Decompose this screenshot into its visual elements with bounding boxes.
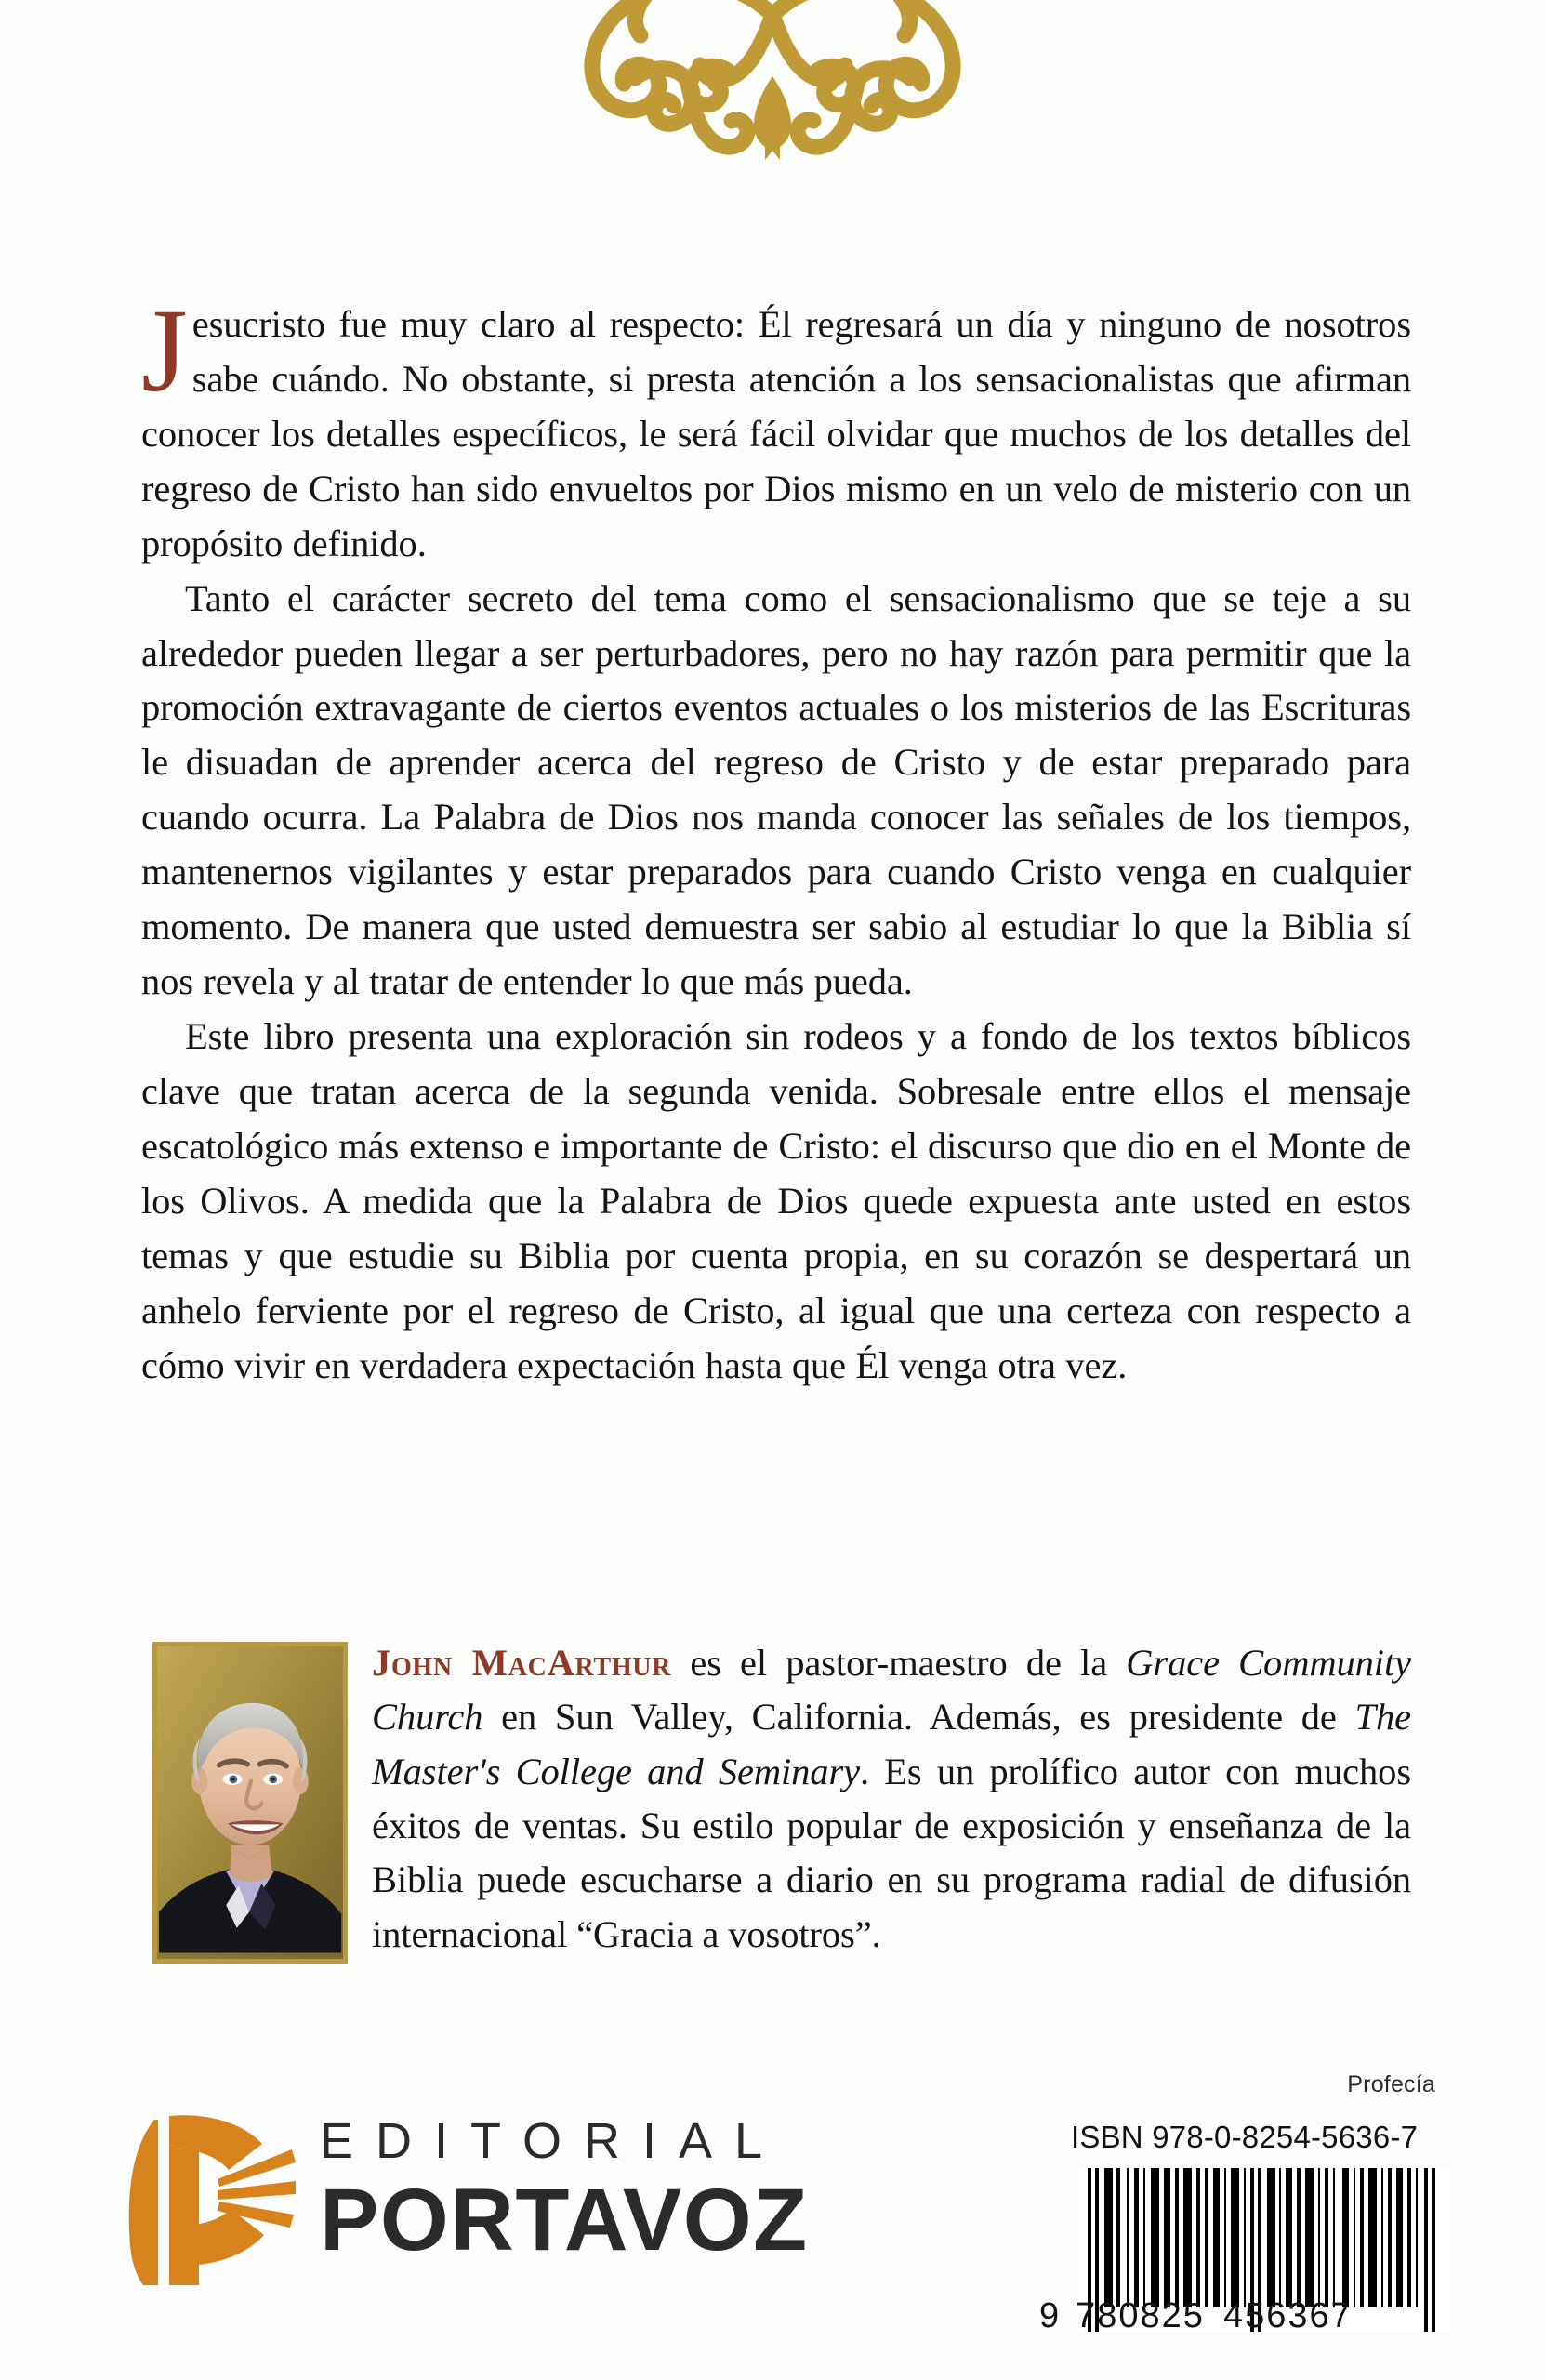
- author-name: John MacArthur: [372, 1642, 672, 1684]
- bio-seg-0: es el pastor-maestro de la: [671, 1642, 1127, 1684]
- body-paragraph-1: [141, 284, 1411, 572]
- bio-seg-3-seminary: The Master's College and Seminary: [372, 1696, 1411, 1792]
- author-photo: [152, 1642, 348, 1964]
- author-bio-block: [141, 1636, 1411, 1969]
- top-ornament: [0, 0, 1545, 219]
- body-paragraph-3: Este libro presenta una exploración sin rodeos y a fondo de los textos bíblicos clave que tratan acerca de la segunda venida. Sobresale entre ellos el mensaje escatológico más extenso e importante de Cristo: el discurso que dio en el Monte de los Olivos. A medida que la Palabra de Dios quede expuesta ante usted en estos temas y que estudie su Biblia por cuenta propia, en su corazón se despertará un anhelo ferviente por el regreso de Cristo, al igual que una certeza con respecto a cómo vivir en verdadera expectación hasta que Él venga otra vez.: [141, 1014, 1411, 1386]
- ornament-pendant: [754, 76, 791, 160]
- body-paragraph-1-text: esucristo fue muy claro al respecto: Él regresará un día y ninguno de nosotros sabe cuándo. No obstante, si presta atención a los sensacionalistas que afirman conocer los detalles específicos, le será fácil olvidar que muchos de los detalles del regreso de Cristo han sido envueltos por Dios mismo en un velo de misterio con un propósito definido.: [141, 303, 1411, 564]
- isbn-text: ISBN 978-0-8254-5636-7: [1071, 2120, 1419, 2154]
- author-portrait-illustration: [157, 1646, 343, 1953]
- barcode-group-1: 780825: [1076, 2296, 1205, 2335]
- bio-seg-1-church: Grace Community Church: [372, 1642, 1411, 1739]
- portavoz-megaphone-mark: [121, 2110, 303, 2287]
- back-cover-copy: [141, 284, 1411, 1393]
- barcode-lead-digit: 9: [1039, 2296, 1062, 2335]
- publisher-logo: [121, 2109, 809, 2294]
- barcode-group-2: 456367: [1222, 2296, 1353, 2335]
- barcode-digits: [1039, 2296, 1467, 2336]
- body-paragraph-2: Tanto el carácter secreto del tema como el sensacionalismo que se teje a su alrededor pueden llegar a ser perturbadores, pero no hay razón para permitir que la promoción extravagante de ciertos eventos actuales o los misterios de las Escrituras le disuadan de aprender acerca del regreso de Cristo y de estar preparado para cuando ocurra. La Palabra de Dios nos manda conocer las señales de los tiempos, mantenernos vigilantes y estar preparados para cuando Cristo venga en cualquier momento. De manera que usted demuestra ser sabio al estudiar lo que la Biblia sí nos revela y al tratar de entender lo que más pueda.: [141, 576, 1411, 1003]
- bio-seg-2: en Sun Valley, California. Además, es presidente de: [482, 1696, 1355, 1739]
- gold-flourish-ornament: [494, 0, 1051, 164]
- publisher-wordmark: [320, 2113, 809, 2269]
- publisher-line-portavoz: PORTAVOZ: [320, 2171, 809, 2269]
- bio-seg-4: . Es un prolífico autor con muchos éxitos de ventas. Su estilo popular de exposición y enseñanza de la Biblia puede escucharse a diario en su programa radial de difusión internacional “Gracia a vosotros”.: [372, 1750, 1411, 1955]
- drop-cap-letter: J: [141, 284, 188, 416]
- category-label: Profecía: [1347, 2071, 1435, 2097]
- publisher-line-editorial: EDITORIAL: [320, 2113, 786, 2169]
